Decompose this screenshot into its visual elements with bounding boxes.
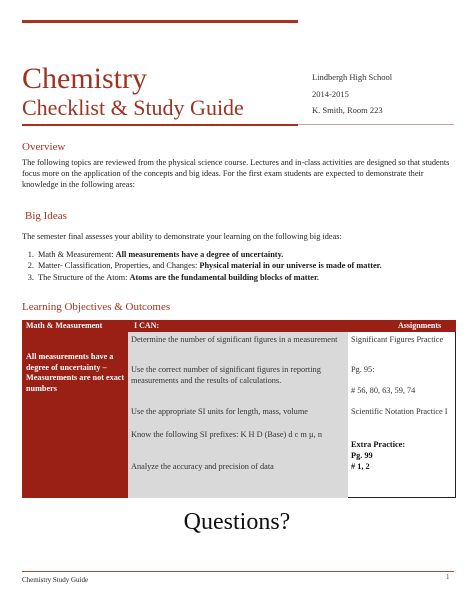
ican-item: Use the correct number of significant figures in reporting measurements and the results of calculations.	[131, 365, 321, 385]
assignment-item: Pg. 95:	[351, 365, 375, 374]
school-year: 2014-2015	[312, 89, 349, 99]
footer-rule	[22, 571, 454, 572]
questions-heading: Questions?	[183, 509, 291, 535]
big-ideas-intro: The semester final assesses your ability to demonstrate your learning on the following big ideas:	[22, 232, 342, 241]
objectives-table	[22, 320, 456, 498]
school-name: Lindbergh High School	[312, 72, 393, 82]
document-subtitle: Checklist & Study Guide	[22, 95, 244, 120]
extra-practice-label: Extra Practice:	[351, 440, 406, 449]
ican-item: Determine the number of significant figures in a measurement	[131, 335, 338, 344]
big-ideas-heading: Big Ideas	[25, 210, 67, 222]
list-item: 1. Math & Measurement: All measurements have a degree of uncertainty.	[36, 249, 474, 260]
big-ideas-list	[22, 249, 474, 283]
assignment-item: Scientific Notation Practice I	[351, 407, 448, 416]
table-header-row	[22, 320, 456, 332]
title-rule	[22, 124, 298, 126]
list-item: 3. The Structure of the Atom: Atoms are the fundamental building blocks of matter.	[36, 272, 474, 283]
footer-text: Chemistry Study Guide	[22, 576, 89, 584]
assignment-item: # 56, 80, 63, 59, 74	[351, 386, 416, 395]
ican-item: Use the appropriate SI units for length, mass, volume	[131, 407, 308, 416]
document-title: Chemistry	[22, 62, 147, 95]
extra-practice-page: Pg. 99	[351, 451, 373, 460]
assignments-cell	[348, 332, 456, 498]
overview-text: The following topics are reviewed from the physical science course. Lectures and in-class activities are designed so that students focus more on the application of the concepts and big ideas. For the first exam students are expected to demonstrate their knowledge in the following areas:	[22, 158, 450, 190]
big-idea-text: All measurements have a degree of uncertainty – Measurements are not exact numbers	[26, 352, 125, 393]
ican-cell	[128, 332, 348, 498]
assignment-item: Significant Figures Practice	[351, 335, 444, 344]
column-header: I CAN:	[134, 321, 160, 330]
objectives-heading: Learning Objectives & Outcomes	[22, 301, 171, 313]
top-rule	[22, 20, 298, 23]
extra-practice-numbers: # 1, 2	[351, 462, 370, 471]
big-idea-cell	[22, 332, 128, 498]
ican-item: Know the following SI prefixes: K H D (Base) d c m µ, n	[131, 430, 322, 439]
column-header: Math & Measurement	[26, 321, 103, 330]
column-header: Assignments	[398, 321, 442, 330]
list-item: 2. Matter- Classification, Properties, and Changes: Physical material in our universe is made of matter.	[36, 260, 474, 271]
page-number: 1	[446, 573, 450, 581]
title-rule-right	[298, 124, 454, 125]
ican-item: Analyze the accuracy and precision of data	[131, 462, 274, 471]
overview-heading: Overview	[22, 141, 66, 153]
teacher-room: K. Smith, Room 223	[312, 105, 383, 115]
